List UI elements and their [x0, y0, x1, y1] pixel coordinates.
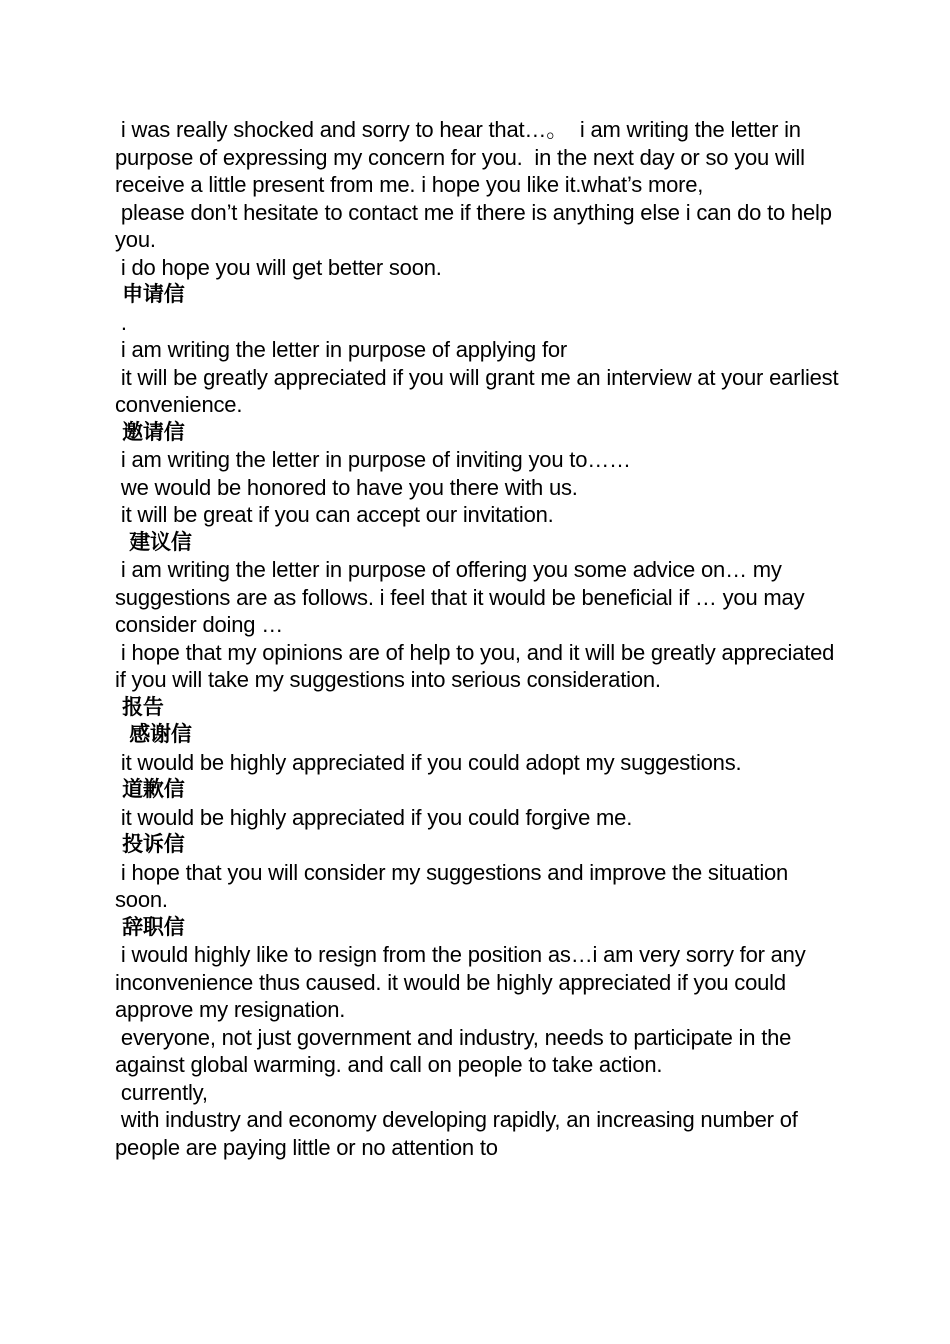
- paragraph: everyone, not just government and industry, needs to participate in the against global warming. and call on people to take action.: [115, 1024, 803, 1077]
- paragraph: it would be highly appreciated if you could adopt my suggestions.: [115, 749, 742, 775]
- section-heading-suggestion-letter: 建议信: [115, 529, 192, 554]
- paragraph: currently,: [115, 1079, 208, 1105]
- paragraph: it would be highly appreciated if you could forgive me.: [115, 804, 633, 830]
- section-heading-application-letter: 申请信: [115, 282, 185, 306]
- paragraph: i was really shocked and sorry to hear that…。 i am writing the letter in purpose of expressing my concern for you. in the next day or so you will receive a little present from me. i hope you like it.what’s more,: [115, 117, 811, 197]
- paragraph: it will be great if you can accept our invitation.: [115, 502, 554, 527]
- paragraph: i am writing the letter in purpose of offering you some advice on… my suggestions are as follows. i feel that it would be beneficial if … you may consider doing …: [115, 557, 811, 637]
- section-heading-report: 报告: [115, 694, 164, 719]
- section-heading-thank-you-letter: 感谢信: [115, 722, 192, 746]
- paragraph: we would be honored to have you there with us.: [115, 474, 578, 500]
- paragraph: with industry and economy developing rapidly, an increasing number of people are paying little or no attention to: [115, 1107, 804, 1160]
- paragraph: i would highly like to resign from the position as…i am very sorry for any inconvenience thus caused. it would be highly appreciated if you could approve my resignation.: [115, 942, 812, 1022]
- section-heading-apology-letter: 道歉信: [115, 777, 185, 801]
- section-heading-resignation-letter: 辞职信: [115, 914, 185, 939]
- section-heading-complaint-letter: 投诉信: [115, 832, 185, 856]
- paragraph: i do hope you will get better soon.: [115, 254, 442, 280]
- paragraph: it will be greatly appreciated if you will grant me an interview at your earliest convenience.: [115, 364, 845, 417]
- paragraph: .: [115, 309, 127, 335]
- paragraph: i hope that my opinions are of help to you, and it will be greatly appreciated if you will take my suggestions into serious consideration.: [115, 639, 841, 692]
- document-body: [115, 116, 845, 1161]
- paragraph: please don’t hesitate to contact me if there is anything else i can do to help you.: [115, 199, 838, 252]
- paragraph: i hope that you will consider my suggestions and improve the situation soon.: [115, 859, 794, 912]
- paragraph: i am writing the letter in purpose of applying for: [115, 337, 568, 362]
- section-heading-invitation-letter: 邀请信: [115, 419, 185, 444]
- paragraph: i am writing the letter in purpose of inviting you to……: [115, 447, 631, 472]
